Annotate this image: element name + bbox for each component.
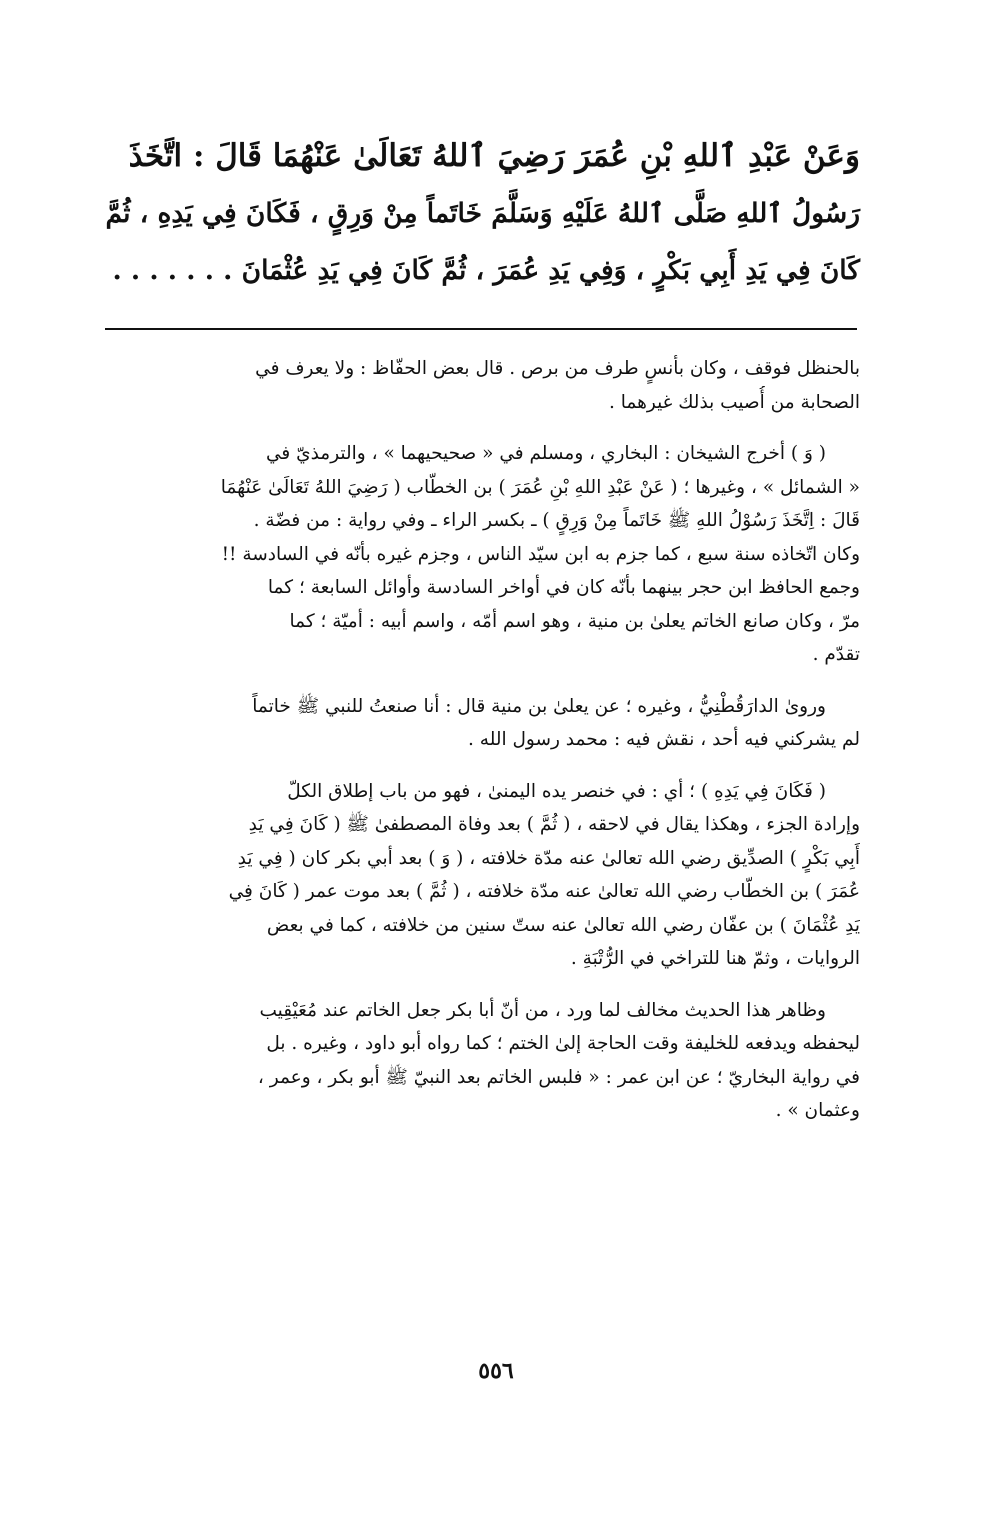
page-number: ٥٥٦	[478, 1358, 514, 1384]
commentary-line: ( فَكَانَ فِي يَدِهِ ) ؛ أي : في خنصر يده اليمنىٰ ، فهو من باب إطلاق الكلّ	[287, 780, 826, 802]
commentary-line: وظاهر هذا الحديث مخالف لما ورد ، من أنّ أبا بكر جعل الخاتم عند مُعَيْقِيب	[259, 999, 826, 1021]
commentary-line: ورویٰ الدارَقُطْنِيُّ ، وغيره ؛ عن يعلىٰ بن منية قال : أنا صنعتُ للنبي ﷺ خاتماً	[252, 695, 826, 717]
commentary-line: وكان اتّخاذه سنة سبع ، كما جزم به ابن سيّد الناس ، وجزم غيره بأنّه في السادسة !!	[221, 543, 860, 565]
commentary	[104, 352, 860, 1146]
commentary-paragraph-2	[104, 437, 860, 672]
commentary-paragraph-3	[104, 690, 860, 757]
commentary-line: ( وَ ) أخرج الشيخان : البخاري ، ومسلم في « صحيحيهما » ، والترمذيّ في	[265, 443, 826, 464]
commentary-line: وجمع الحافظ ابن حجر بينهما بأنّه كان في أواخر السادسة وأوائل السابعة ؛ كما	[267, 577, 860, 598]
commentary-line: أَبِي بَكْرٍ ) الصدِّيق رضي الله تعالىٰ عنه مدّة خلافته ، ( وَ ) بعد أبي بكر كان ( فِي يَدِ	[237, 847, 860, 869]
commentary-paragraph-5	[104, 994, 860, 1128]
commentary-line: في رواية البخاريّ ؛ عن ابن عمر : « فلبس الخاتم بعد النبيّ ﷺ أبو بكر ، وعمر ،	[257, 1066, 860, 1088]
commentary-line: يَدِ عُثْمَانَ ) بن عفّان رضي الله تعالىٰ عنه ستّ سنين من خلافته ، كما في بعض	[266, 914, 860, 936]
hadith-line-2: رَسُولُ ٱللهِ صَلَّى ٱللهُ عَلَيْهِ وَسَلَّمَ خَاتَماً مِنْ وَرِقٍ ، فَكَانَ فِي يَدِهِ ، ثُمَّ	[105, 198, 860, 229]
hadith-line-1: وَعَنْ عَبْدِ ٱللهِ بْنِ عُمَرَ رَضِيَ ٱللهُ تَعَالَىٰ عَنْهُمَا قَالَ : اتَّخَذَ	[128, 138, 860, 174]
separator-rule	[105, 328, 857, 330]
hadith-line-3: كَانَ فِي يَدِ أَبِي بَكْرٍ ، وَفِي يَدِ عُمَرَ ، ثُمَّ كَانَ فِي يَدِ عُثْمَانَ . . . . . . .	[112, 255, 860, 286]
commentary-paragraph-1	[104, 352, 860, 419]
commentary-line: الصحابة من أُصيب بذلك غيرهما .	[609, 391, 860, 413]
commentary-line: مرّ ، وكان صانع الخاتم يعلىٰ بن منية ، وهو اسم أمّه ، واسم أبيه : أميّة ؛ كما	[289, 610, 860, 632]
commentary-paragraph-4	[104, 775, 860, 976]
commentary-line: لم يشركني فيه أحد ، نقش فيه : محمد رسول الله .	[468, 729, 860, 750]
commentary-line: تقدّم .	[812, 644, 860, 665]
commentary-line: وإرادة الجزء ، وهكذا يقال في لاحقه ، ( ثُمَّ ) بعد وفاة المصطفىٰ ﷺ ( كَانَ فِي يَدِ	[248, 814, 860, 835]
commentary-line: وعثمان » .	[775, 1100, 860, 1121]
commentary-line: « الشمائل » ، وغيرها ؛ ( عَنْ عَبْدِ اللهِ بْنِ عُمَرَ ) بن الخطّاب ( رَضِيَ اللهُ تَعَالَىٰ عَنْهُمَا	[220, 476, 860, 498]
commentary-line: ليحفظه ويدفعه للخليفة وقت الحاجة إلىٰ الختم ؛ كما رواه أبو داود ، وغيره . بل	[266, 1033, 860, 1054]
hadith-text	[105, 128, 860, 299]
commentary-line: قَالَ : اِتَّخَذَ رَسُوْلُ اللهِ ﷺ خَاتَماً مِنْ وَرِقٍ ) ـ بكسر الراء ـ وفي رواية : من فضّة .	[253, 510, 860, 531]
commentary-line: عُمَرَ ) بن الخطّاب رضي الله تعالىٰ عنه مدّة خلافته ، ( ثُمَّ ) بعد موت عمر ( كَانَ فِي	[228, 881, 860, 902]
commentary-line: الروايات ، وثمّ هنا للتراخي في الرُّتْبَةِ .	[570, 948, 860, 969]
commentary-line: بالحنظل فوقف ، وكان بأنسٍ طرف من برص . قال بعض الحفّاظ : ولا يعرف في	[255, 358, 860, 379]
